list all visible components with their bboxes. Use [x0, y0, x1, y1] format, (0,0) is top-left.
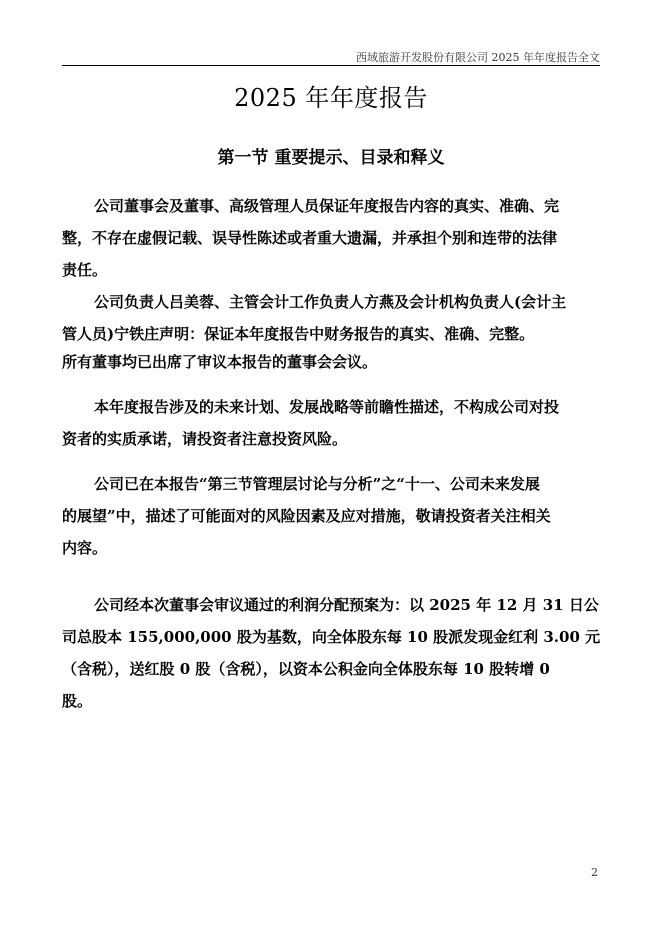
- paragraph-line: 公司已在本报告“第三节管理层讨论与分析”之“十一、公司未来发展: [94, 475, 540, 493]
- paragraph-line: 所有董事均已出席了审议本报告的董事会会议。: [62, 353, 378, 371]
- paragraph-directors-attendance: [62, 346, 602, 378]
- paragraph-responsible-persons: [62, 286, 602, 350]
- paragraph-profit-distribution: [62, 589, 602, 717]
- paragraph-line: 整，不存在虚假记载、误导性陈述或者重大遗漏，并承担个别和连带的法律: [62, 229, 558, 247]
- paragraph-line: 公司董事会及董事、高级管理人员保证年度报告内容的真实、准确、完: [94, 197, 560, 215]
- paragraph-line: 内容。: [62, 539, 108, 557]
- page-number: 2: [591, 866, 598, 879]
- document-title: 2025 年年度报告: [234, 84, 428, 112]
- paragraph-line: 本年度报告涉及的未来计划、发展战略等前瞻性描述，不构成公司对投: [94, 398, 560, 416]
- paragraph-line: 资者的实质承诺，请投资者注意投资风险。: [62, 430, 348, 448]
- paragraph-line: 公司负责人吕美蓉、主管会计工作负责人方燕及会计机构负责人(会计主: [94, 293, 567, 311]
- paragraph-line: 公司经本次董事会审议通过的利润分配预案为：以 2025 年 12 月 31 日公: [94, 596, 599, 614]
- header-divider: [62, 65, 600, 66]
- paragraph-risk-factors: [62, 468, 602, 564]
- paragraph-line: （含税），送红股 0 股（含税），以资本公积金向全体股东每 10 股转增 0: [62, 660, 550, 678]
- paragraph-line: 的展望”中，描述了可能面对的风险因素及应对措施，敬请投资者关注相关: [62, 507, 551, 525]
- paragraph-line: 司总股本 155,000,000 股为基数，向全体股东每 10 股派发现金红利 3.00 元: [62, 628, 601, 646]
- section-title: 第一节 重要提示、目录和释义: [217, 148, 445, 168]
- paragraph-line: 股。: [62, 692, 93, 710]
- paragraph-line: 责任。: [62, 261, 108, 279]
- paragraph-line: 管人员)宁铁庄声明：保证本年度报告中财务报告的真实、准确、完整。: [62, 325, 535, 343]
- paragraph-forward-looking: [62, 391, 602, 455]
- running-header: 西域旅游开发股份有限公司 2025 年年度报告全文: [356, 51, 600, 64]
- paragraph-board-guarantee: [62, 190, 602, 286]
